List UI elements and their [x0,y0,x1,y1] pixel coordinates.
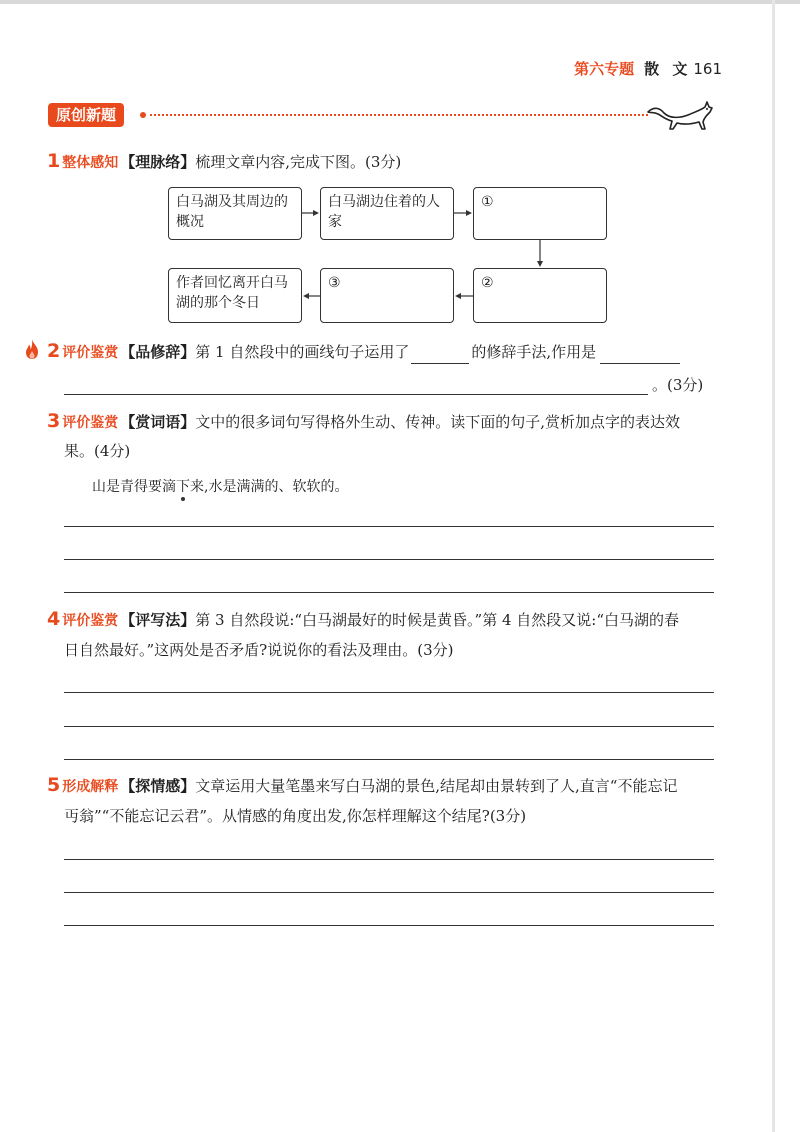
flow-box-5-blank: ③ [320,268,454,323]
flow-box-6: 作者回忆离开白马湖的那个冬日 [168,268,302,323]
q1-category: 【理脉络】 [120,153,196,171]
q5-answer-line-1[interactable] [64,859,714,860]
q2-text-a: 第 1 自然段中的画线句子运用了 [195,343,410,361]
header-topic: 第六专题 [574,60,635,78]
q4-answer-line-2[interactable] [64,726,714,727]
q4-answer-line-1[interactable] [64,692,714,693]
q4-answer-line-3[interactable] [64,759,714,760]
fire-icon [24,338,40,360]
q2-tag: 评价鉴赏 [62,345,119,361]
flow-box-1: 白马湖及其周边的概况 [168,187,302,240]
question-3 [47,410,680,434]
q3-number: 3 [47,410,61,432]
q1-text: 梳理文章内容,完成下图。(3分) [195,153,402,171]
q4-text: 第 3 自然段说:“白马湖最好的时候是黄昏。”第 4 自然段又说:“白马湖的春 [195,611,680,629]
q5-answer-line-3[interactable] [64,925,714,926]
q3-tag: 评价鉴赏 [62,415,119,431]
q5-number: 5 [47,774,61,796]
flow-box-2: 白马湖边住着的人家 [320,187,454,240]
flow-arrows [0,0,800,340]
q4-tag: 评价鉴赏 [62,613,119,629]
q5-answer-line-2[interactable] [64,892,714,893]
page-number: 161 [693,60,722,78]
q4-category: 【评写法】 [120,611,196,629]
q3-answer-line-3[interactable] [64,592,714,593]
header-subject: 散 文 [644,60,692,78]
q2-answer-line[interactable] [64,394,648,395]
q2-blank-effect-start[interactable] [600,349,680,364]
q2-category: 【品修辞】 [120,343,196,361]
q5-text: 文章运用大量笔墨来写白马湖的景色,结尾却由景转到了人,直言“不能忘记 [195,777,678,795]
section-badge: 原创新题 [48,103,124,127]
q3-answer-line-2[interactable] [64,559,714,560]
q2-score: 。(3分) [652,376,704,394]
q2-number: 2 [47,340,61,362]
q1-number: 1 [47,150,61,172]
flow-box-3-blank: ① [473,187,607,240]
q5-category: 【探情感】 [120,777,196,795]
q4-text-cont: 日自然最好。”这两处是否矛盾?说说你的看法及理由。(3分) [64,641,454,659]
q3-text: 文中的很多词句写得格外生动、传神。读下面的句子,赏析加点字的表达效 [195,413,681,431]
q3-category: 【赏词语】 [120,413,196,431]
question-4 [47,608,679,632]
q3-answer-line-1[interactable] [64,526,714,527]
q1-tag: 整体感知 [62,155,119,171]
q3-text-cont: 果。(4分) [64,442,131,460]
q2-blank-device[interactable] [411,349,469,364]
flow-box-4-blank: ② [473,268,607,323]
emphasis-dot [181,497,185,501]
question-5 [47,774,677,798]
q5-tag: 形成解释 [62,779,119,795]
question-2 [47,340,717,364]
q5-text-cont: 丏翁”“不能忘记云君”。从情感的角度出发,你怎样理解这个结尾?(3分) [64,807,527,825]
q2-text-b: 的修辞手法,作用是 [471,343,597,361]
q4-number: 4 [47,608,61,630]
q3-quote: 山是青得要滴下来,水是满满的、软软的。 [92,479,349,495]
